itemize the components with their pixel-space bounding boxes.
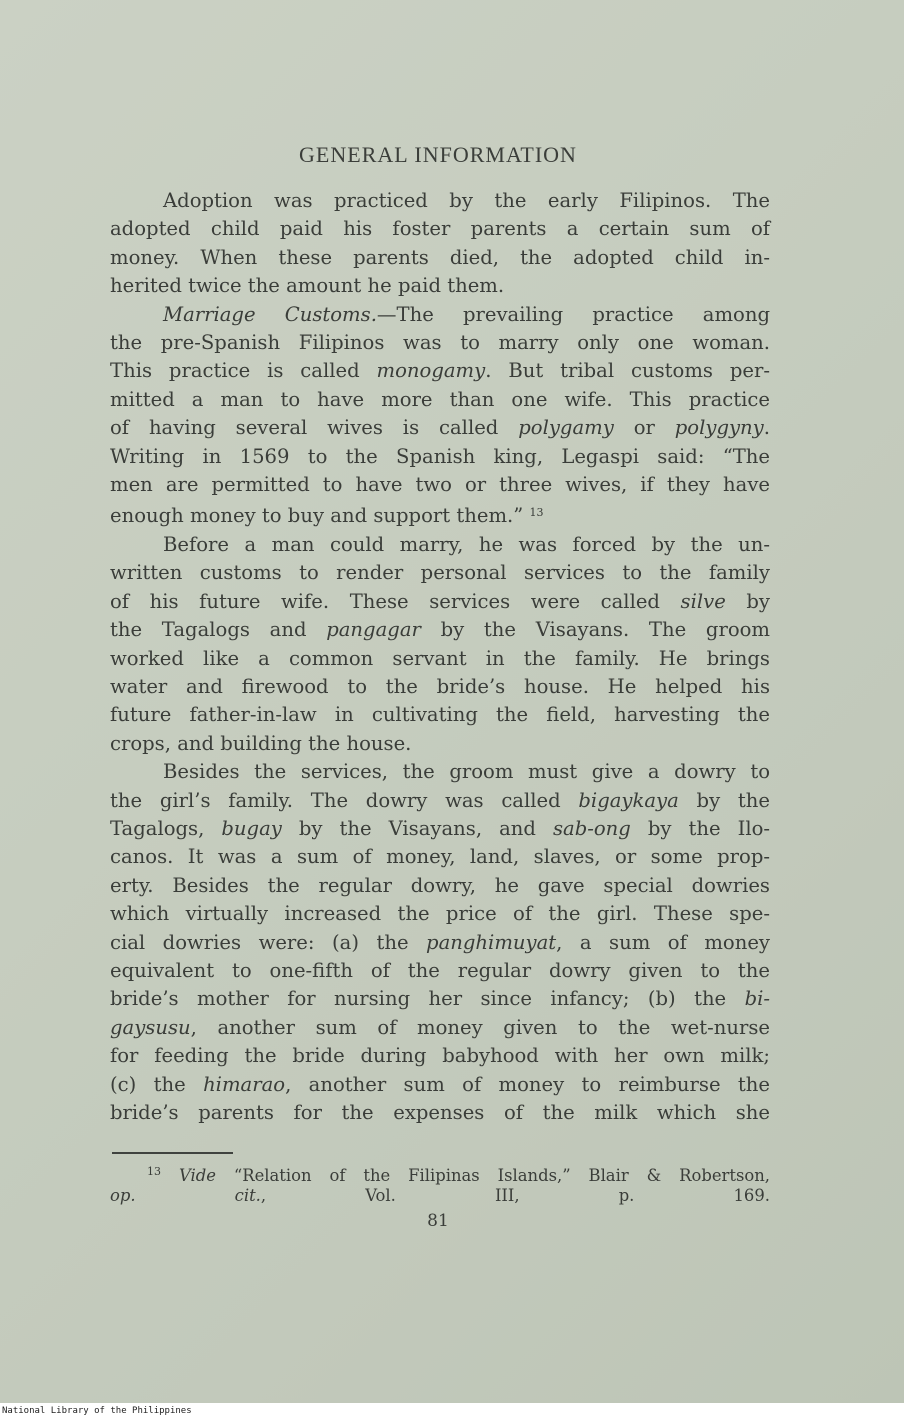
text-line: Adoption was practiced by the early Filipinos. The	[163, 189, 770, 212]
text-line: of having several wives is called polygamy or polygyny.	[110, 416, 770, 440]
paragraph-adoption	[110, 187, 770, 301]
footnote-line: $^{13}$ Vide “Relation of the Filipinas Islands,” Blair & Robertson,	[147, 1165, 770, 1185]
text-line: money. When these parents died, the adopted child in-	[110, 245, 770, 269]
body-text	[110, 187, 770, 1127]
footnote-divider	[112, 1152, 233, 1154]
text-line: the girl’s family. The dowry was called bigaykaya by the	[110, 788, 770, 812]
text-line: enough money to buy and support them.” $^{13}$	[110, 504, 544, 528]
text-line: worked like a common servant in the family. He brings	[110, 646, 770, 670]
text-line: equivalent to one-fifth of the regular dowry given to the	[110, 958, 770, 982]
text-line: men are permitted to have two or three wives, if they have	[110, 473, 770, 497]
paragraph-marriage-customs	[110, 301, 770, 531]
paragraph-personal-services	[110, 531, 770, 758]
text-line: Tagalogs, bugay by the Visayans, and sab-ong by the Ilo-	[110, 816, 770, 840]
text-line: gaysusu, another sum of money given to the wet-nurse	[110, 1015, 770, 1039]
text-line: the Tagalogs and pangagar by the Visayans. The groom	[110, 618, 770, 642]
page-number: 81	[427, 1211, 449, 1231]
text-line: cial dowries were: (a) the panghimuyat, a sum of money	[110, 930, 770, 954]
text-line: Before a man could marry, he was forced by the un-	[163, 532, 770, 556]
text-line: Writing in 1569 to the Spanish king, Legaspi said: “The	[110, 444, 770, 468]
text-line: bride’s mother for nursing her since infancy; (b) the bi-	[110, 987, 770, 1011]
text-line: mitted a man to have more than one wife. This practice	[110, 387, 770, 411]
text-line: crops, and building the house.	[110, 731, 412, 755]
text-line: adopted child paid his foster parents a certain sum of	[110, 217, 770, 241]
text-line: This practice is called monogamy. But tribal customs per-	[110, 359, 770, 383]
library-watermark: National Library of the Philippines	[2, 1406, 192, 1416]
text-line: future father-in-law in cultivating the field, harvesting the	[110, 703, 770, 727]
text-line: Marriage Customs.—The prevailing practice among	[163, 302, 770, 326]
paragraph-dowry	[110, 758, 770, 1127]
text-line: herited twice the amount he paid them.	[110, 274, 505, 298]
text-line: (c) the himarao, another sum of money to reimburse the	[110, 1072, 771, 1096]
text-line: Besides the services, the groom must give a dowry to	[163, 760, 770, 784]
text-line: which virtually increased the price of the girl. These spe-	[110, 902, 770, 926]
text-line: for feeding the bride during babyhood with her own milk;	[110, 1044, 770, 1068]
running-head: GENERAL INFORMATION	[299, 142, 577, 167]
footnote-line: op. cit., Vol. III, p. 169.	[110, 1186, 770, 1205]
text-line: bride’s parents for the expenses of the milk which she	[110, 1101, 770, 1124]
footnote	[110, 1162, 770, 1206]
text-line: of his future wife. These services were called silve by	[110, 589, 770, 613]
text-line: erty. Besides the regular dowry, he gave special dowries	[110, 873, 770, 897]
text-line: water and firewood to the bride’s house. He helped his	[110, 674, 770, 698]
text-line: the pre-Spanish Filipinos was to marry only one woman.	[110, 331, 770, 355]
text-line: written customs to render personal services to the family	[110, 561, 770, 585]
text-line: canos. It was a sum of money, land, slaves, or some prop-	[110, 845, 770, 869]
